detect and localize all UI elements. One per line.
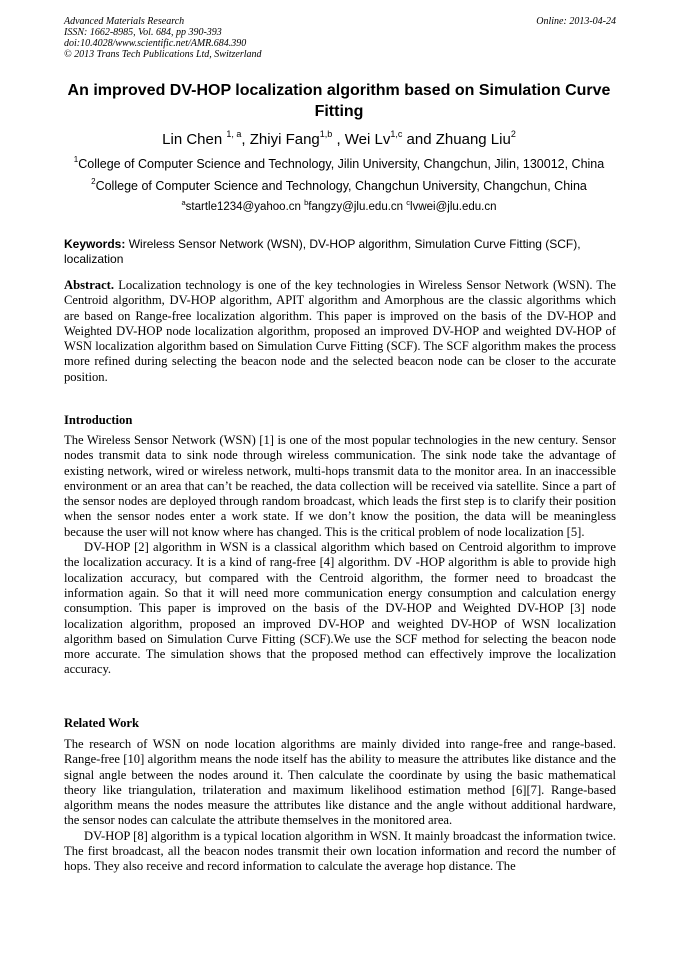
paper-title: An improved DV-HOP localization algorithm based on Simulation Curve Fitting <box>67 82 611 120</box>
author-affil-sup: 1,c <box>390 129 403 139</box>
journal-header <box>64 16 616 60</box>
journal-copyright: © 2013 Trans Tech Publications Ltd, Switzerland <box>64 49 262 60</box>
abstract-text: Localization technology is one of the key technologies in Wireless Sensor Network (WSN). The Centroid algorithm, DV-HOP algorithm, APIT algorithm and Amorphous are the classic algorithms which are based on Range-free localization algorithm. This paper is improved on the basis of the DV-HOP and Weighted DV-HOP node localization algorithm, proposed an improved DV-HOP and weighted DV-HOP of WSN localization algorithm based on Simulation Curve Fitting (SCF). The SCF algorithm makes the process more refined during selecting the beacon node and the selected beacon node can be closer to the accurate position. <box>64 278 617 384</box>
affiliation-1 <box>50 156 628 172</box>
email-link[interactable]: lvwei@jlu.edu.cn <box>410 201 497 213</box>
keywords-text: Wireless Sensor Network (WSN), DV-HOP algorithm, Simulation Curve Fitting (SCF), localization <box>64 237 581 266</box>
author-emails <box>60 200 618 215</box>
section-heading-introduction: Introduction <box>64 413 133 427</box>
email-sup: b <box>304 198 309 207</box>
affiliation-text: College of Computer Science and Technology, Changchun University, Changchun, China <box>95 179 587 193</box>
author-name: Wei Lv <box>344 131 391 148</box>
author-separator: and <box>402 131 436 148</box>
introduction-body <box>64 433 616 678</box>
journal-doi: doi:10.4028/www.scientific.net/AMR.684.390 <box>64 38 247 49</box>
paragraph: The research of WSN on node location algorithms are mainly divided into range-free and range-based. Range-free [10] algorithm means the node itself has the ability to measure the attributes like distance and the signal angle between the nodes around it. Then calculate the coordinate by using the basic mathematical theory like triangulation, trilateration and maximum likelihood estimation method [6][7]. Range-based algorithm means the nodes measure the attributes like distance and the angle without additional hardware, the sensor nodes can calculate the attribute themselves in the monitored area. <box>64 737 616 828</box>
paragraph: DV-HOP [8] algorithm is a typical location algorithm in WSN. It mainly broadcast the information twice. The first broadcast, all the beacon nodes transmit their own location information and record the number of hops. They also receive and record information to calculate the average hop distance. The <box>64 828 616 874</box>
affiliation-text: College of Computer Science and Technology, Jilin University, Changchun, Jilin, 130012, China <box>78 157 605 171</box>
author-name: Zhuang Liu <box>435 131 511 148</box>
related-work-body <box>64 737 616 875</box>
keywords <box>64 237 616 267</box>
author-name: Lin Chen <box>162 131 223 148</box>
paragraph: DV-HOP [2] algorithm in WSN is a classical algorithm which based on Centroid algorithm to improve the localization accuracy. It is a kind of rang-free [4] algorithm. DV -HOP algorithm is able to provide high localization accuracy, but compared with the Centroid algorithm, the former need to broadcast the information again. So that it will need more communication energy consumption and calculation energy consumption. This paper is improved on the basis of the DV-HOP and Weighted DV-HOP [3] node localization algorithm, proposed an improved DV-HOP and weighted DV-HOP of WSN localization algorithm based on Simulation Curve Fitting (SCF).We use the SCF method for selecting the beacon node more accurate. The simulation shows that the proposed method can effectively improve the localization accuracy. <box>64 540 616 677</box>
author-affil-sup: 1,b <box>319 129 333 139</box>
keywords-label: Keywords: <box>64 237 126 251</box>
author-affil-sup: 2 <box>510 129 516 139</box>
paragraph: The Wireless Sensor Network (WSN) [1] is one of the most popular technologies in the new century. Sensor nodes transmit data to sink node through wireless communication. The sink node take the advantage of existing network, wired or wireless network, multi-hops transmit data to the monitor area. In an inaccessible environment or an area that can’t be reached, the data collection will be received via satellite. Since a part of the sensor nodes are deployed through random broadcast, which leads the first step is to clarify their position when the sensor nodes enter a work state. If we don’t know the position, the data will be meaningless because the user will not know where has changed. This is the critical problem of node localization [5]. <box>64 433 616 539</box>
email-link[interactable]: fangzy@jlu.edu.cn <box>308 201 404 213</box>
journal-name: Advanced Materials Research <box>64 16 185 27</box>
online-date: Online: 2013-04-24 <box>536 16 616 27</box>
email-sup: a <box>181 198 186 207</box>
email-sup: c <box>406 198 411 207</box>
affiliation-sup: 2 <box>91 177 96 186</box>
section-heading-related-work: Related Work <box>64 716 139 730</box>
affiliation-sup: 1 <box>73 155 79 164</box>
abstract-label: Abstract. <box>64 278 115 292</box>
author-separator: , <box>332 131 345 148</box>
author-name: Zhiyi Fang <box>249 131 320 148</box>
journal-issn: ISSN: 1662-8985, Vol. 684, pp 390-393 <box>64 27 222 38</box>
author-separator: , <box>241 131 250 148</box>
author-list <box>60 131 618 149</box>
author-affil-sup: 1, a <box>226 129 242 139</box>
abstract <box>64 278 616 385</box>
email-link[interactable]: startle1234@yahoo.cn <box>185 201 301 213</box>
affiliation-2 <box>50 178 628 194</box>
